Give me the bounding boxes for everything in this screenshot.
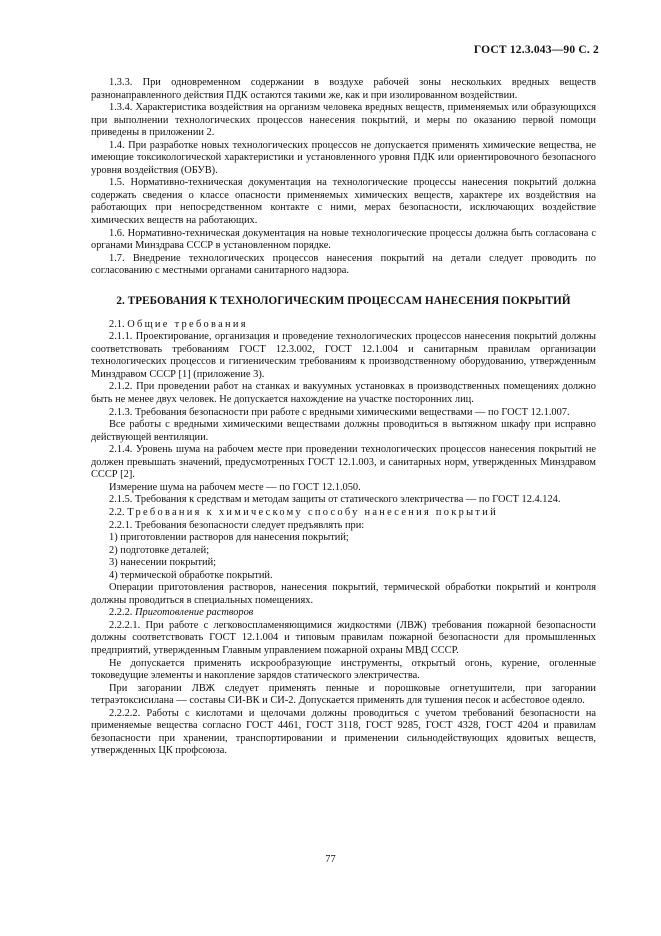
paragraph-2-2-1: 2.2.1. Требования безопасности следует предъявлять при:	[109, 519, 365, 531]
running-head: ГОСТ 12.3.043—90 С. 2	[473, 44, 599, 56]
subsection-2-2-number: 2.2.	[109, 506, 125, 518]
paragraph-2-2-2-1-cont: Не допускается применять искрообразующие инструменты, открытый огонь, курение, оголенные токоведущие элементы и накопление зарядов статического электричества.	[91, 657, 596, 682]
subsection-2-2-2-title	[91, 607, 596, 620]
subsection-2-1-number: 2.1.	[109, 318, 125, 330]
paragraph-operations: Операции приготовления растворов, нанесения покрытий, термической обработки покрытий и контроля должны проводиться в специальных помещениях.	[91, 582, 596, 606]
paragraph-2-1-2: 2.1.2. При проведении работ на станках и вакуумных установках в производственных помещениях должно быть не менее двух человек. Не допускается нахождение на участке посторонних лиц.	[91, 381, 596, 406]
paragraph-2-2-2-2: 2.2.2.2. Работы с кислотами и щелочами должны проводиться с учетом требований безопасности на применяемые вещества согласно ГОСТ 4461, ГОСТ 3118, ГОСТ 9285, ГОСТ 4328, ГОСТ 4204 и правилам безопасности при хранении, транспортировании и применении сильнодействующих ядовитых веществ, утвержденных ЦК профсоюза.	[91, 707, 596, 757]
list-item: 2) подготовке деталей;	[109, 544, 210, 556]
paragraph-2-1-5: 2.1.5. Требования к средствам и методам защиты от статического электричества — по ГОСТ 12.4.124.	[109, 494, 561, 506]
paragraph-2-1-4: 2.1.4. Уровень шума на рабочем месте при проведении технологических процессов нанесения покрытий не должен превышать значений, предусмотренных ГОСТ 12.1.003, и санитарных норм, утвержденных Минздравом СССР [2].	[91, 444, 596, 481]
list-item: 3) нанесении покрытий;	[109, 557, 217, 569]
paragraph-1-5: 1.5. Нормативно-техническая документация на технологические процессы нанесения покрытий должна содержать сведения о классе опасности применяемых химических веществ, характере их воздействия на работающих при непосредственном контакте с ними, мерах безопасности, исключающих воздействие химических веществ на работающих.	[91, 177, 596, 227]
paragraph-2-2-2-1-fire: При загорании ЛВЖ следует применять пенные и порошковые огнетушители, при загорании тетраэтоксисилана — составы СИ-ВК и СИ-2. Допускается применять для тушения песок и асбестовое одеяло.	[91, 682, 596, 707]
subsection-2-1-name: Общие требования	[127, 318, 248, 330]
list-item: 4) термической обработке покрытий.	[109, 569, 273, 581]
section-2-heading: 2. ТРЕБОВАНИЯ К ТЕХНОЛОГИЧЕСКИМ ПРОЦЕССАМ НАНЕСЕНИЯ ПОКРЫТИЙ	[116, 294, 571, 307]
paragraph-1-7: 1.7. Внедрение технологических процессов нанесения покрытий на детали следует проводить по согласованию с местными органами санитарного надзора.	[91, 252, 596, 277]
subsection-2-2-name: Требования к химическому способу нанесения покрытий	[127, 506, 498, 518]
paragraph-1-3-3: 1.3.3. При одновременном содержании в воздухе рабочей зоны нескольких вредных веществ разнонаправленного действия ПДК остаются такими же, как и при изолированном воздействии.	[91, 77, 596, 101]
paragraph-2-1-3: 2.1.3. Требования безопасности при работе с вредными химическими веществами — по ГОСТ 12.1.007.	[109, 406, 570, 418]
subsection-2-1-title	[91, 319, 596, 332]
page-number: 77	[325, 854, 336, 865]
subsection-2-2-title	[91, 507, 596, 520]
paragraph-2-1-1: 2.1.1. Проектирование, организация и проведение технологических процессов нанесения покрытий должны соответствовать требованиям ГОСТ 12.3.002, ГОСТ 12.1.004 и санитарным правилам организации технологических процессов и гигиеническим требованиям к производственному оборудованию, утвержденным Минздравом СССР [1] (приложение 3).	[91, 331, 596, 380]
subsection-2-2-2-number: 2.2.2.	[109, 607, 133, 619]
paragraph-1-4: 1.4. При разработке новых технологических процессов не допускается применять химические вещества, не имеющие токсикологической характеристики и установленного уровня ПДК или ориентировочного безопасного уровня воздействия (ОБУВ).	[91, 139, 596, 176]
paragraph-2-1-3-cont: Все работы с вредными химическими веществами должны проводиться в вытяжном шкафу при исправно действующей вентиляции.	[91, 419, 596, 443]
paragraph-1-6: 1.6. Нормативно-техническая документация на новые технологические процессы должна быть согласована с органами Минздрава СССР в установленном порядке.	[91, 227, 596, 252]
page-content	[91, 77, 596, 758]
subsection-2-2-2-name: Приготовление растворов	[135, 607, 254, 619]
list-item: 1) приготовлении растворов для нанесения покрытий;	[109, 532, 349, 544]
paragraph-2-1-4-cont: Измерение шума на рабочем месте — по ГОСТ 12.1.050.	[109, 481, 361, 493]
paragraph-2-2-2-1: 2.2.2.1. При работе с легковоспламеняющимися жидкостями (ЛВЖ) требования пожарной безопасности должны соответствовать ГОСТ 12.1.004 и типовым правилам пожарной безопасности для промышленных предприятий, утвержденным Главным управлением пожарной охраны МВД СССР.	[91, 619, 596, 656]
paragraph-1-3-4: 1.3.4. Характеристика воздействия на организм человека вредных веществ, применяемых или образующихся при выполнении технологических процессов нанесения покрытий, и меры по оказанию первой помощи приведены в приложении 2.	[91, 102, 596, 139]
